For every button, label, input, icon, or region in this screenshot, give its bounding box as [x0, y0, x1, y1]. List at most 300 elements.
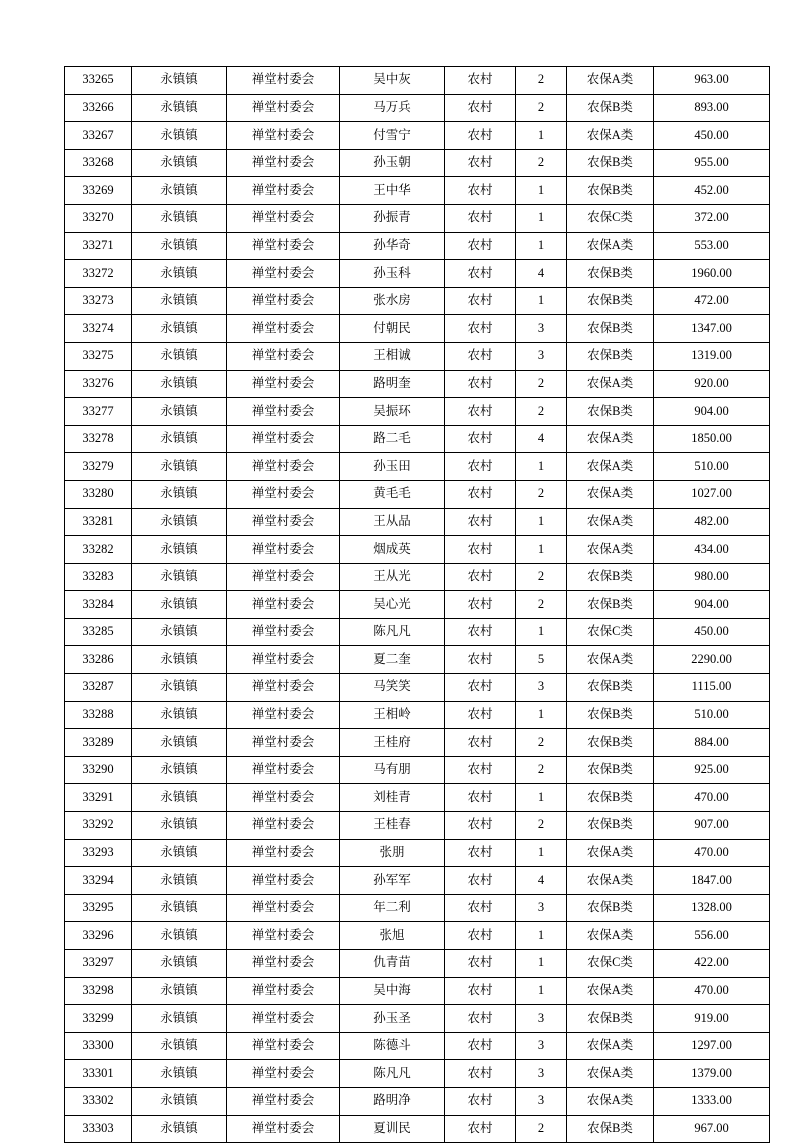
cell-amount: 1960.00 [654, 260, 770, 288]
cell-household-type: 农村 [445, 398, 516, 426]
cell-village: 禅堂村委会 [227, 1060, 340, 1088]
cell-village: 禅堂村委会 [227, 315, 340, 343]
cell-amount: 472.00 [654, 287, 770, 315]
cell-id: 33269 [65, 177, 132, 205]
cell-town: 永镇镇 [132, 646, 227, 674]
cell-amount: 422.00 [654, 950, 770, 978]
cell-persons: 1 [516, 508, 567, 536]
cell-name: 仇青苗 [340, 950, 445, 978]
cell-household-type: 农村 [445, 453, 516, 481]
cell-town: 永镇镇 [132, 756, 227, 784]
table-row [65, 342, 770, 370]
cell-household-type: 农村 [445, 1005, 516, 1033]
cell-household-type: 农村 [445, 812, 516, 840]
cell-id: 33277 [65, 398, 132, 426]
cell-household-type: 农村 [445, 149, 516, 177]
cell-category: 农保A类 [567, 867, 654, 895]
cell-village: 禅堂村委会 [227, 177, 340, 205]
cell-id: 33286 [65, 646, 132, 674]
table-row [65, 729, 770, 757]
cell-household-type: 农村 [445, 646, 516, 674]
cell-village: 禅堂村委会 [227, 149, 340, 177]
table-row [65, 701, 770, 729]
subsidy-recipients-table [64, 66, 770, 1143]
cell-village: 禅堂村委会 [227, 398, 340, 426]
cell-household-type: 农村 [445, 1060, 516, 1088]
table-row [65, 315, 770, 343]
cell-town: 永镇镇 [132, 260, 227, 288]
cell-household-type: 农村 [445, 1087, 516, 1115]
cell-category: 农保C类 [567, 950, 654, 978]
cell-town: 永镇镇 [132, 591, 227, 619]
table-row [65, 260, 770, 288]
cell-persons: 2 [516, 398, 567, 426]
cell-persons: 4 [516, 867, 567, 895]
table-row [65, 204, 770, 232]
table-row [65, 480, 770, 508]
cell-town: 永镇镇 [132, 784, 227, 812]
cell-id: 33282 [65, 536, 132, 564]
cell-name: 孙军军 [340, 867, 445, 895]
cell-name: 陈德斗 [340, 1032, 445, 1060]
table-row [65, 536, 770, 564]
cell-town: 永镇镇 [132, 149, 227, 177]
cell-category: 农保A类 [567, 67, 654, 95]
cell-name: 王从光 [340, 563, 445, 591]
cell-category: 农保A类 [567, 232, 654, 260]
cell-persons: 2 [516, 67, 567, 95]
cell-id: 33292 [65, 812, 132, 840]
cell-persons: 2 [516, 149, 567, 177]
cell-id: 33281 [65, 508, 132, 536]
cell-town: 永镇镇 [132, 977, 227, 1005]
cell-household-type: 农村 [445, 204, 516, 232]
cell-category: 农保A类 [567, 508, 654, 536]
cell-town: 永镇镇 [132, 1032, 227, 1060]
cell-category: 农保B类 [567, 398, 654, 426]
cell-amount: 1027.00 [654, 480, 770, 508]
table-row [65, 1115, 770, 1143]
cell-id: 33302 [65, 1087, 132, 1115]
table-row [65, 867, 770, 895]
cell-amount: 434.00 [654, 536, 770, 564]
cell-persons: 2 [516, 563, 567, 591]
cell-town: 永镇镇 [132, 453, 227, 481]
cell-name: 马万兵 [340, 94, 445, 122]
cell-household-type: 农村 [445, 674, 516, 702]
cell-name: 路明奎 [340, 370, 445, 398]
cell-town: 永镇镇 [132, 342, 227, 370]
table-row [65, 618, 770, 646]
table-row [65, 839, 770, 867]
cell-amount: 450.00 [654, 618, 770, 646]
cell-amount: 919.00 [654, 1005, 770, 1033]
cell-category: 农保B类 [567, 729, 654, 757]
table-row [65, 1032, 770, 1060]
cell-id: 33294 [65, 867, 132, 895]
cell-town: 永镇镇 [132, 950, 227, 978]
cell-town: 永镇镇 [132, 894, 227, 922]
cell-amount: 925.00 [654, 756, 770, 784]
cell-id: 33279 [65, 453, 132, 481]
cell-persons: 3 [516, 315, 567, 343]
cell-id: 33293 [65, 839, 132, 867]
cell-village: 禅堂村委会 [227, 646, 340, 674]
table-row [65, 1087, 770, 1115]
table-row [65, 756, 770, 784]
cell-name: 孙玉科 [340, 260, 445, 288]
cell-town: 永镇镇 [132, 563, 227, 591]
cell-id: 33288 [65, 701, 132, 729]
cell-category: 农保B类 [567, 812, 654, 840]
table-body [65, 67, 770, 1143]
cell-persons: 1 [516, 536, 567, 564]
cell-amount: 955.00 [654, 149, 770, 177]
cell-amount: 1347.00 [654, 315, 770, 343]
table-row [65, 453, 770, 481]
cell-village: 禅堂村委会 [227, 563, 340, 591]
cell-id: 33266 [65, 94, 132, 122]
cell-persons: 1 [516, 453, 567, 481]
cell-id: 33283 [65, 563, 132, 591]
cell-village: 禅堂村委会 [227, 425, 340, 453]
cell-category: 农保C类 [567, 204, 654, 232]
cell-amount: 1319.00 [654, 342, 770, 370]
cell-amount: 1379.00 [654, 1060, 770, 1088]
table-row [65, 370, 770, 398]
cell-id: 33270 [65, 204, 132, 232]
cell-town: 永镇镇 [132, 398, 227, 426]
cell-persons: 1 [516, 618, 567, 646]
cell-category: 农保B类 [567, 177, 654, 205]
cell-persons: 3 [516, 1087, 567, 1115]
cell-household-type: 农村 [445, 894, 516, 922]
table-row [65, 922, 770, 950]
cell-name: 付雪宁 [340, 122, 445, 150]
cell-village: 禅堂村委会 [227, 894, 340, 922]
cell-amount: 967.00 [654, 1115, 770, 1143]
cell-town: 永镇镇 [132, 315, 227, 343]
cell-persons: 1 [516, 922, 567, 950]
cell-household-type: 农村 [445, 287, 516, 315]
cell-category: 农保A类 [567, 425, 654, 453]
cell-id: 33296 [65, 922, 132, 950]
cell-persons: 3 [516, 1032, 567, 1060]
cell-name: 王中华 [340, 177, 445, 205]
cell-id: 33275 [65, 342, 132, 370]
cell-category: 农保B类 [567, 287, 654, 315]
cell-amount: 1328.00 [654, 894, 770, 922]
cell-name: 马笑笑 [340, 674, 445, 702]
cell-household-type: 农村 [445, 370, 516, 398]
table-row [65, 950, 770, 978]
cell-name: 王相诚 [340, 342, 445, 370]
cell-town: 永镇镇 [132, 536, 227, 564]
table-row [65, 232, 770, 260]
cell-town: 永镇镇 [132, 1087, 227, 1115]
cell-household-type: 农村 [445, 508, 516, 536]
cell-category: 农保B类 [567, 784, 654, 812]
cell-amount: 884.00 [654, 729, 770, 757]
cell-town: 永镇镇 [132, 729, 227, 757]
cell-category: 农保A类 [567, 922, 654, 950]
cell-persons: 3 [516, 1005, 567, 1033]
cell-persons: 2 [516, 94, 567, 122]
cell-household-type: 农村 [445, 480, 516, 508]
cell-category: 农保A类 [567, 977, 654, 1005]
cell-category: 农保B类 [567, 94, 654, 122]
cell-id: 33273 [65, 287, 132, 315]
cell-category: 农保A类 [567, 370, 654, 398]
cell-category: 农保C类 [567, 618, 654, 646]
cell-town: 永镇镇 [132, 480, 227, 508]
cell-id: 33287 [65, 674, 132, 702]
cell-household-type: 农村 [445, 232, 516, 260]
cell-id: 33278 [65, 425, 132, 453]
cell-town: 永镇镇 [132, 122, 227, 150]
cell-name: 孙振青 [340, 204, 445, 232]
cell-name: 夏训民 [340, 1115, 445, 1143]
cell-category: 农保B类 [567, 756, 654, 784]
cell-persons: 1 [516, 232, 567, 260]
cell-household-type: 农村 [445, 122, 516, 150]
cell-village: 禅堂村委会 [227, 453, 340, 481]
cell-id: 33271 [65, 232, 132, 260]
cell-town: 永镇镇 [132, 839, 227, 867]
cell-village: 禅堂村委会 [227, 204, 340, 232]
cell-amount: 980.00 [654, 563, 770, 591]
cell-village: 禅堂村委会 [227, 342, 340, 370]
cell-village: 禅堂村委会 [227, 122, 340, 150]
cell-persons: 3 [516, 1060, 567, 1088]
table-row [65, 646, 770, 674]
cell-town: 永镇镇 [132, 1060, 227, 1088]
table-row [65, 1005, 770, 1033]
cell-town: 永镇镇 [132, 1115, 227, 1143]
cell-persons: 3 [516, 674, 567, 702]
cell-persons: 2 [516, 729, 567, 757]
cell-village: 禅堂村委会 [227, 536, 340, 564]
cell-village: 禅堂村委会 [227, 812, 340, 840]
cell-household-type: 农村 [445, 922, 516, 950]
cell-name: 孙玉田 [340, 453, 445, 481]
cell-name: 孙玉朝 [340, 149, 445, 177]
cell-name: 付朝民 [340, 315, 445, 343]
cell-name: 马有朋 [340, 756, 445, 784]
cell-id: 33280 [65, 480, 132, 508]
cell-amount: 470.00 [654, 977, 770, 1005]
table-row [65, 425, 770, 453]
cell-persons: 4 [516, 425, 567, 453]
cell-village: 禅堂村委会 [227, 508, 340, 536]
cell-persons: 1 [516, 784, 567, 812]
cell-village: 禅堂村委会 [227, 67, 340, 95]
cell-category: 农保B类 [567, 674, 654, 702]
cell-category: 农保A类 [567, 1032, 654, 1060]
cell-id: 33276 [65, 370, 132, 398]
cell-name: 吴中海 [340, 977, 445, 1005]
table-row [65, 94, 770, 122]
cell-amount: 1333.00 [654, 1087, 770, 1115]
cell-village: 禅堂村委会 [227, 287, 340, 315]
cell-persons: 4 [516, 260, 567, 288]
cell-name: 王相岭 [340, 701, 445, 729]
cell-category: 农保B类 [567, 591, 654, 619]
cell-category: 农保A类 [567, 1087, 654, 1115]
table-row [65, 977, 770, 1005]
cell-household-type: 农村 [445, 729, 516, 757]
cell-name: 吴心光 [340, 591, 445, 619]
cell-persons: 1 [516, 977, 567, 1005]
cell-village: 禅堂村委会 [227, 260, 340, 288]
cell-amount: 372.00 [654, 204, 770, 232]
cell-name: 陈凡凡 [340, 1060, 445, 1088]
table-row [65, 67, 770, 95]
table-row [65, 591, 770, 619]
cell-amount: 553.00 [654, 232, 770, 260]
cell-id: 33290 [65, 756, 132, 784]
cell-category: 农保A类 [567, 839, 654, 867]
cell-category: 农保A类 [567, 480, 654, 508]
cell-persons: 5 [516, 646, 567, 674]
cell-household-type: 农村 [445, 591, 516, 619]
cell-name: 吴中灰 [340, 67, 445, 95]
cell-household-type: 农村 [445, 67, 516, 95]
cell-persons: 3 [516, 342, 567, 370]
cell-category: 农保A类 [567, 646, 654, 674]
cell-town: 永镇镇 [132, 204, 227, 232]
cell-id: 33300 [65, 1032, 132, 1060]
cell-persons: 3 [516, 894, 567, 922]
cell-persons: 1 [516, 701, 567, 729]
cell-name: 张旭 [340, 922, 445, 950]
table-row [65, 894, 770, 922]
cell-amount: 893.00 [654, 94, 770, 122]
cell-category: 农保B类 [567, 149, 654, 177]
cell-name: 吴振环 [340, 398, 445, 426]
cell-name: 路明净 [340, 1087, 445, 1115]
cell-village: 禅堂村委会 [227, 977, 340, 1005]
cell-village: 禅堂村委会 [227, 370, 340, 398]
cell-village: 禅堂村委会 [227, 1087, 340, 1115]
cell-household-type: 农村 [445, 563, 516, 591]
cell-category: 农保B类 [567, 1115, 654, 1143]
cell-id: 33291 [65, 784, 132, 812]
cell-village: 禅堂村委会 [227, 1005, 340, 1033]
cell-persons: 1 [516, 177, 567, 205]
cell-town: 永镇镇 [132, 287, 227, 315]
cell-town: 永镇镇 [132, 1005, 227, 1033]
cell-category: 农保B类 [567, 894, 654, 922]
cell-village: 禅堂村委会 [227, 618, 340, 646]
cell-id: 33298 [65, 977, 132, 1005]
cell-village: 禅堂村委会 [227, 867, 340, 895]
cell-amount: 907.00 [654, 812, 770, 840]
cell-household-type: 农村 [445, 177, 516, 205]
cell-household-type: 农村 [445, 867, 516, 895]
table-row [65, 674, 770, 702]
cell-name: 孙玉圣 [340, 1005, 445, 1033]
cell-name: 张水房 [340, 287, 445, 315]
cell-household-type: 农村 [445, 618, 516, 646]
cell-amount: 904.00 [654, 591, 770, 619]
cell-village: 禅堂村委会 [227, 922, 340, 950]
cell-household-type: 农村 [445, 1032, 516, 1060]
cell-village: 禅堂村委会 [227, 591, 340, 619]
cell-amount: 470.00 [654, 784, 770, 812]
cell-amount: 920.00 [654, 370, 770, 398]
cell-category: 农保B类 [567, 315, 654, 343]
table-row [65, 287, 770, 315]
cell-name: 张朋 [340, 839, 445, 867]
cell-category: 农保B类 [567, 342, 654, 370]
cell-amount: 1847.00 [654, 867, 770, 895]
table-row [65, 1060, 770, 1088]
cell-amount: 1850.00 [654, 425, 770, 453]
cell-persons: 2 [516, 480, 567, 508]
cell-household-type: 农村 [445, 701, 516, 729]
cell-category: 农保B类 [567, 1005, 654, 1033]
cell-id: 33285 [65, 618, 132, 646]
cell-household-type: 农村 [445, 977, 516, 1005]
cell-amount: 510.00 [654, 453, 770, 481]
cell-town: 永镇镇 [132, 674, 227, 702]
cell-town: 永镇镇 [132, 812, 227, 840]
cell-name: 王桂府 [340, 729, 445, 757]
cell-id: 33303 [65, 1115, 132, 1143]
cell-category: 农保A类 [567, 1060, 654, 1088]
table-row [65, 784, 770, 812]
cell-village: 禅堂村委会 [227, 94, 340, 122]
cell-persons: 2 [516, 1115, 567, 1143]
cell-village: 禅堂村委会 [227, 729, 340, 757]
cell-id: 33297 [65, 950, 132, 978]
cell-village: 禅堂村委会 [227, 232, 340, 260]
cell-town: 永镇镇 [132, 425, 227, 453]
cell-village: 禅堂村委会 [227, 674, 340, 702]
cell-town: 永镇镇 [132, 867, 227, 895]
cell-id: 33284 [65, 591, 132, 619]
table-row [65, 563, 770, 591]
cell-name: 年二利 [340, 894, 445, 922]
cell-id: 33289 [65, 729, 132, 757]
cell-id: 33295 [65, 894, 132, 922]
cell-town: 永镇镇 [132, 508, 227, 536]
cell-town: 永镇镇 [132, 177, 227, 205]
cell-village: 禅堂村委会 [227, 1115, 340, 1143]
cell-town: 永镇镇 [132, 618, 227, 646]
cell-category: 农保A类 [567, 536, 654, 564]
cell-amount: 470.00 [654, 839, 770, 867]
cell-category: 农保A类 [567, 122, 654, 150]
cell-amount: 904.00 [654, 398, 770, 426]
cell-persons: 1 [516, 204, 567, 232]
cell-category: 农保B类 [567, 701, 654, 729]
cell-name: 刘桂青 [340, 784, 445, 812]
cell-town: 永镇镇 [132, 370, 227, 398]
table-row [65, 177, 770, 205]
table-row [65, 149, 770, 177]
cell-amount: 482.00 [654, 508, 770, 536]
cell-persons: 1 [516, 950, 567, 978]
cell-household-type: 农村 [445, 839, 516, 867]
table-row [65, 398, 770, 426]
cell-name: 路二毛 [340, 425, 445, 453]
cell-persons: 1 [516, 839, 567, 867]
cell-town: 永镇镇 [132, 232, 227, 260]
cell-amount: 452.00 [654, 177, 770, 205]
cell-name: 王桂春 [340, 812, 445, 840]
